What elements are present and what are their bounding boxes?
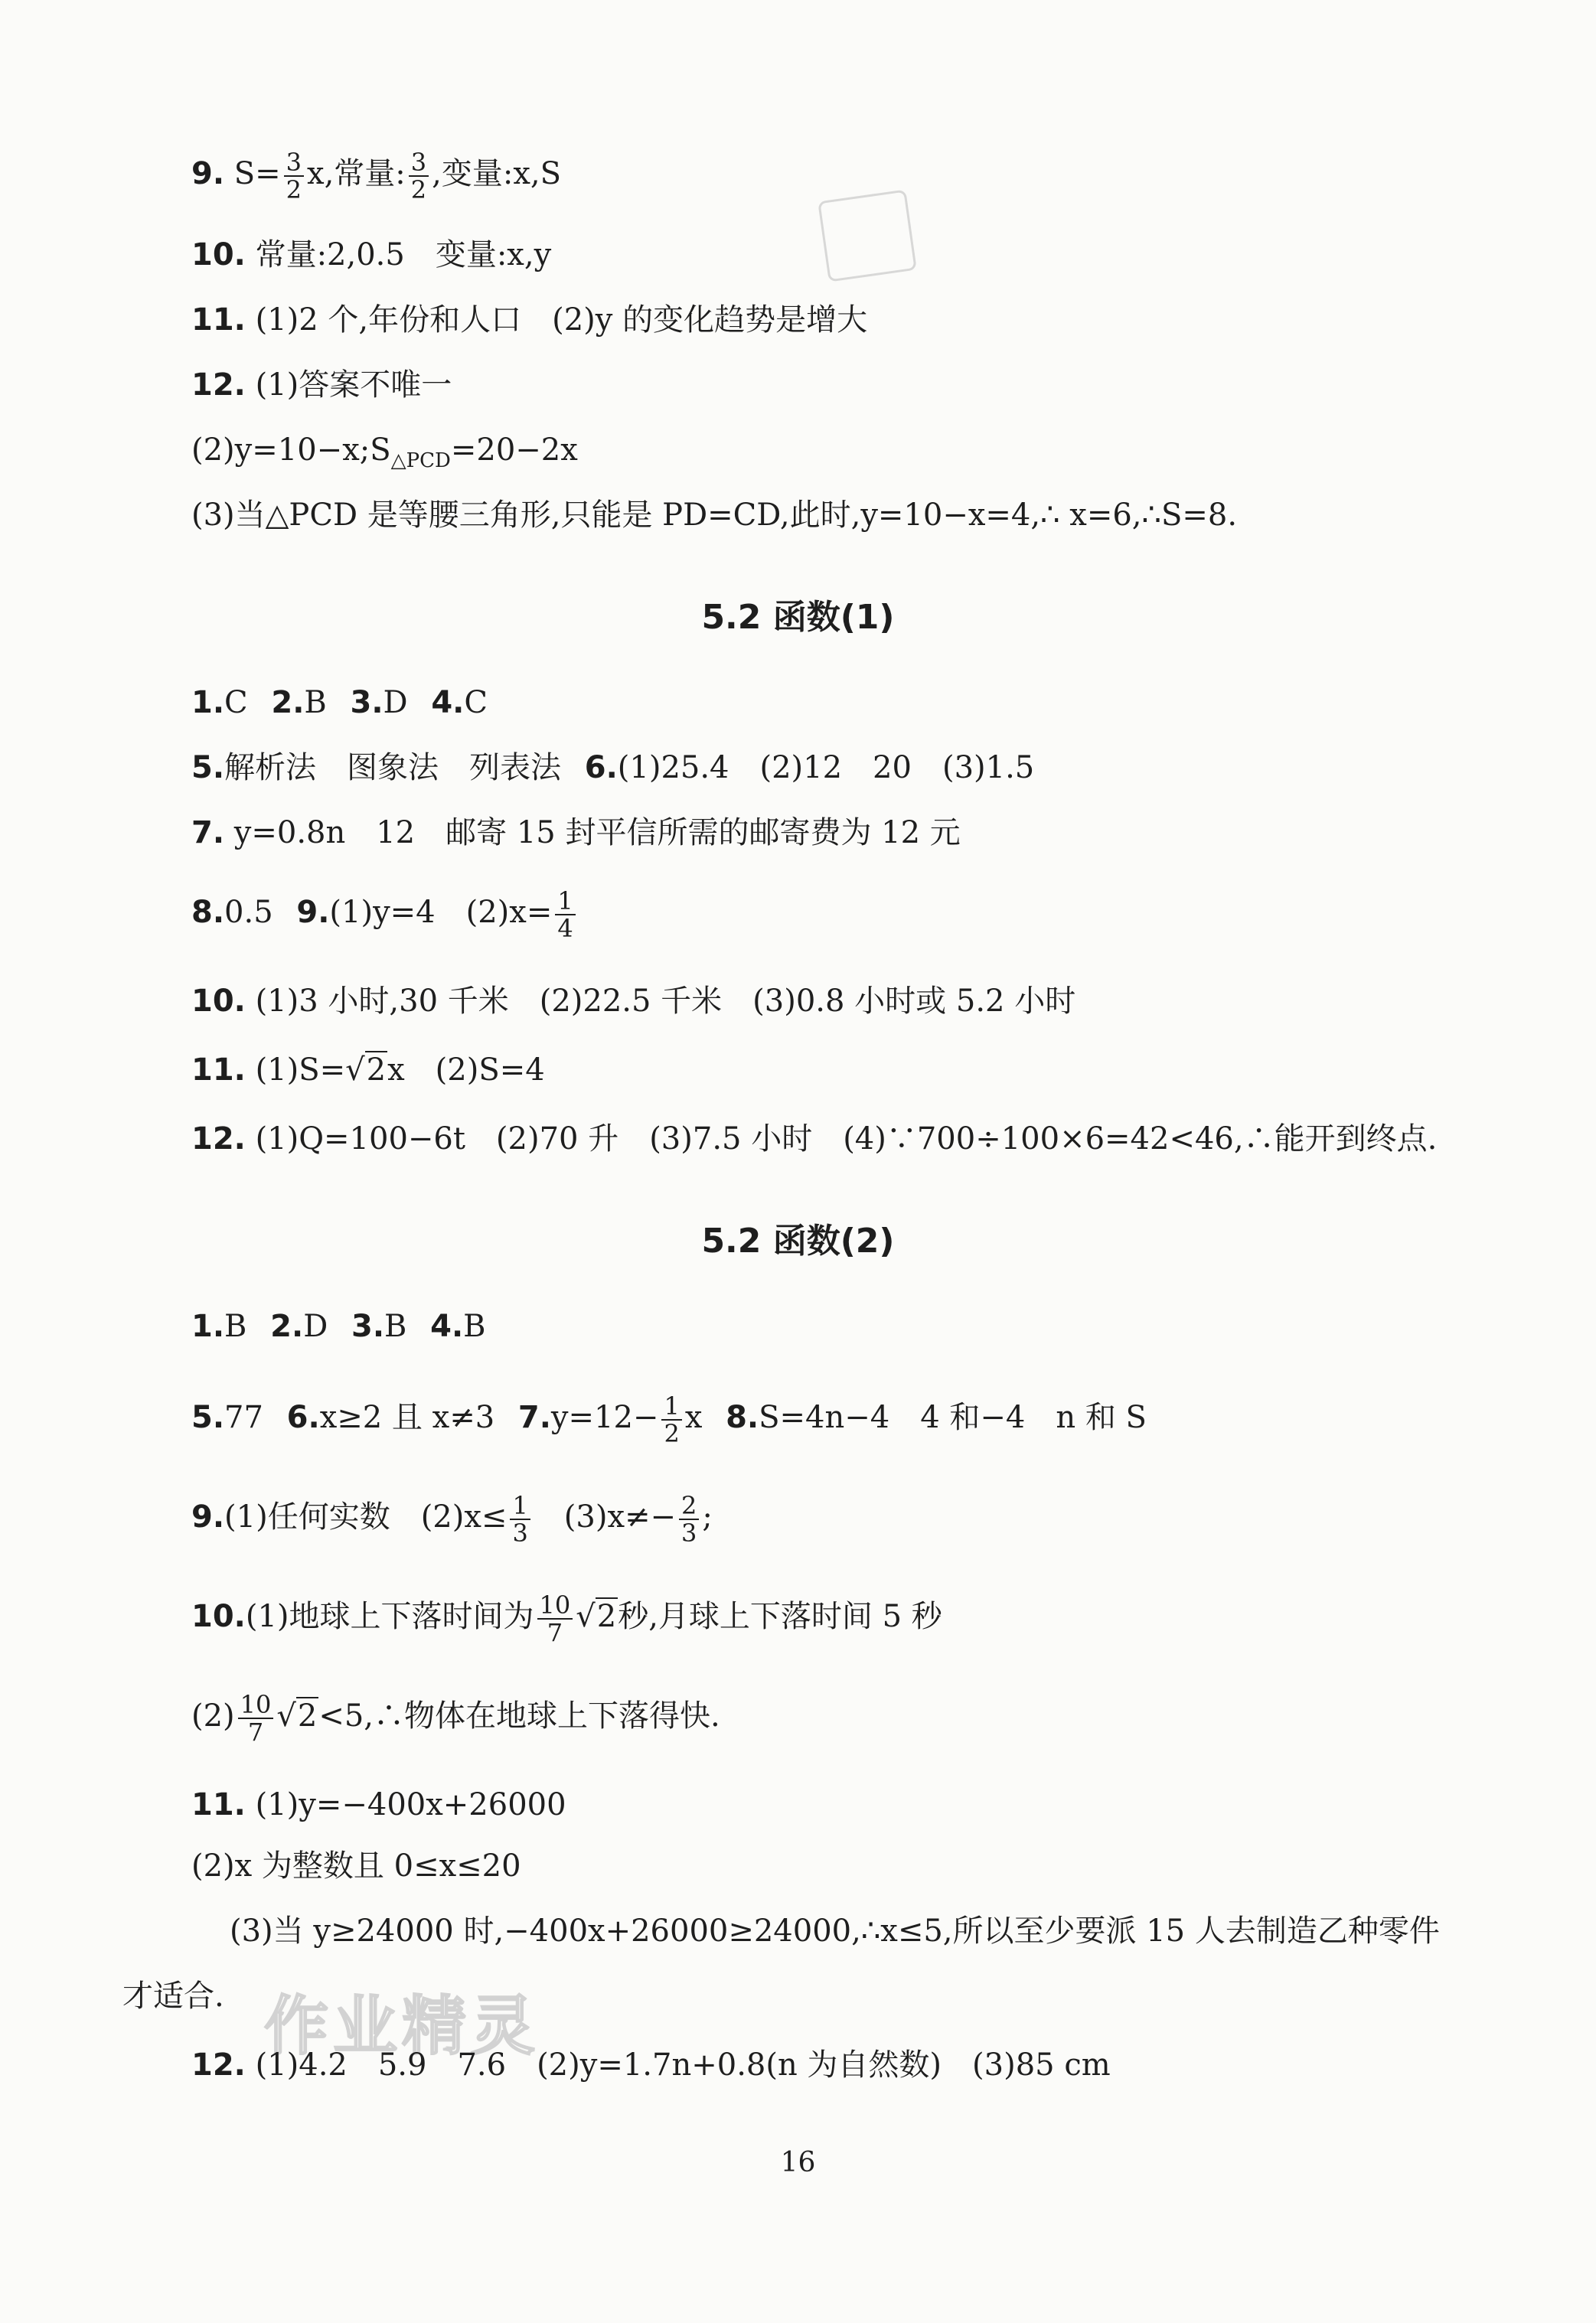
- answer-text: y=0.8n 12 邮寄 15 封平信所需的邮寄费为 12 元: [233, 815, 961, 850]
- answer-text: <5,∴物体在地球上下落得快.: [318, 1698, 720, 1734]
- answer-line-12c: [191, 2044, 1111, 2086]
- answer-line-11c-4: [122, 1975, 224, 2018]
- question-number: 10.: [191, 237, 246, 272]
- answer-text: x,常量:: [307, 156, 406, 191]
- question-number: 4.: [431, 685, 465, 720]
- question-number: 12.: [191, 367, 246, 403]
- question-number: 5.: [191, 1400, 225, 1435]
- numerator: 2: [679, 1493, 699, 1520]
- question-number: 1.: [191, 1309, 225, 1344]
- answer-text: x (2)S=4: [387, 1052, 545, 1088]
- answer-line-8-9: [191, 888, 579, 941]
- question-number: 1.: [191, 685, 225, 720]
- denominator: 2: [664, 1419, 680, 1448]
- denominator: 7: [547, 1618, 563, 1647]
- answer-text: x≥2 且 x≠3: [319, 1400, 495, 1435]
- answer-line-12-2: [191, 429, 578, 482]
- numerator: 1: [510, 1493, 530, 1520]
- answer-line-11: [191, 299, 867, 341]
- question-number: 3.: [350, 685, 383, 720]
- square-root: √2: [345, 1052, 387, 1088]
- numerator: 10: [238, 1692, 274, 1719]
- denominator: 7: [247, 1718, 264, 1747]
- answer-line-11c-3: [230, 1910, 1440, 1953]
- answer-text: (2): [191, 1698, 235, 1734]
- answer-text: y=12−: [550, 1400, 659, 1435]
- answer-text: ,变量:x,S: [432, 156, 562, 191]
- answer-text: (1)y=4 (2)x=: [329, 895, 553, 930]
- answer-text: (3)当△PCD 是等腰三角形,只能是 PD=CD,此时,y=10−x=4,∴ x=6,∴S=8.: [191, 498, 1238, 533]
- answer-text: 解析法 图象法 列表法: [224, 750, 562, 785]
- answer-line-5-6: [191, 746, 1034, 789]
- question-number: 7.: [191, 815, 225, 850]
- watermark-text: 作业精灵: [264, 1989, 540, 2064]
- answer-line-7: [191, 811, 961, 854]
- answer-line-11c: [191, 1783, 566, 1826]
- answer-line-10b: [191, 980, 1075, 1023]
- answer-line-12b: [191, 1117, 1437, 1160]
- answer-text: (1)4.2 5.9 7.6 (2)y=1.7n+0.8(n 为自然数) (3)85 cm: [255, 2047, 1111, 2083]
- square-root: √2: [276, 1698, 318, 1734]
- answer-text: (1)S=: [255, 1052, 346, 1088]
- fraction: [555, 888, 575, 941]
- denominator: 2: [410, 175, 427, 204]
- choice-answer: B: [463, 1309, 486, 1344]
- answer-line-10c: [191, 1592, 942, 1646]
- question-number: 10.: [191, 984, 246, 1019]
- choice-answer: B: [304, 685, 327, 720]
- answer-text: (2)y=10−x;S: [191, 432, 391, 468]
- choice-answer: C: [464, 685, 488, 720]
- denominator: 3: [681, 1519, 697, 1548]
- choice-answer: B: [224, 1309, 247, 1344]
- answer-line-11b: [191, 1049, 545, 1091]
- choice-answer: C: [224, 685, 248, 720]
- numerator: 3: [284, 149, 304, 177]
- answer-line-11c-2: [191, 1845, 521, 1887]
- radicand: 2: [366, 1052, 387, 1088]
- choice-answer: D: [303, 1309, 328, 1344]
- question-number: 9.: [296, 895, 330, 930]
- question-number: 9.: [191, 1499, 225, 1535]
- fraction: [284, 149, 304, 203]
- answer-line-9b: [191, 1493, 713, 1546]
- question-number: 2.: [270, 1309, 304, 1344]
- question-number: 8.: [191, 895, 225, 930]
- answer-line-12: [191, 364, 452, 406]
- numerator: 1: [661, 1393, 681, 1421]
- answer-line-5-8: [191, 1393, 1147, 1447]
- answer-text: (1)答案不唯一: [255, 367, 452, 403]
- question-number: 7.: [517, 1400, 551, 1435]
- numerator: 3: [409, 149, 429, 177]
- fraction: [510, 1493, 530, 1546]
- question-number: 4.: [430, 1309, 464, 1344]
- subscript: △PCD: [390, 449, 451, 472]
- question-number: 12.: [191, 2047, 246, 2083]
- radicand: 2: [596, 1599, 617, 1634]
- question-number: 11.: [191, 1052, 246, 1088]
- answer-text: 秒,月球上下落时间 5 秒: [618, 1599, 942, 1634]
- section-heading: 5.2 函数(1): [701, 598, 895, 637]
- answer-text: 77: [224, 1400, 263, 1435]
- question-number: 3.: [351, 1309, 385, 1344]
- question-number: 2.: [271, 685, 305, 720]
- fraction: [679, 1493, 699, 1546]
- denominator: 4: [557, 914, 573, 943]
- fraction: [661, 1393, 681, 1447]
- question-number: 11.: [191, 302, 246, 338]
- answer-line-10: [191, 233, 551, 276]
- question-number: 10.: [191, 1599, 246, 1634]
- answer-line-12-3: [191, 494, 1237, 537]
- answer-text: =20−2x: [450, 432, 578, 468]
- answer-text: (1)25.4 (2)12 20 (3)1.5: [617, 750, 1035, 785]
- answer-text: (1)任何实数 (2)x≤: [224, 1499, 508, 1535]
- answer-text: (1)Q=100−6t (2)70 升 (3)7.5 小时 (4)∵700÷100×6=42<46,∴能开到终点.: [255, 1121, 1438, 1157]
- answer-text: (1)3 小时,30 千米 (2)22.5 千米 (3)0.8 小时或 5.2 小时: [255, 984, 1076, 1019]
- section-heading: 5.2 函数(2): [701, 1222, 895, 1261]
- denominator: 2: [286, 175, 302, 204]
- answer-text: 常量:2,0.5 变量:x,y: [255, 237, 552, 272]
- answer-text: 0.5: [224, 895, 273, 930]
- question-number: 9.: [191, 156, 225, 191]
- choice-answer: B: [384, 1309, 407, 1344]
- question-number: 5.: [191, 750, 225, 785]
- radicand: 2: [297, 1698, 318, 1734]
- fraction: [409, 149, 429, 203]
- answer-text: (3)当 y≥24000 时,−400x+26000≥24000,∴x≤5,所以至少要派 15 人去制造乙种零件: [230, 1914, 1440, 1949]
- answer-line-1-4: [191, 681, 488, 724]
- answer-text: (1)y=−400x+26000: [255, 1787, 566, 1822]
- question-number: 11.: [191, 1787, 246, 1822]
- answer-text: ;: [702, 1499, 713, 1535]
- fraction: [537, 1592, 573, 1646]
- answer-text: (3)x≠−: [533, 1499, 677, 1535]
- question-number: 6.: [584, 750, 618, 785]
- answer-text: (1)地球上下落时间为: [245, 1599, 534, 1634]
- watermark-stamp: [818, 189, 917, 282]
- answer-text: (2)x 为整数且 0≤x≤20: [191, 1848, 521, 1884]
- numerator: 1: [555, 888, 575, 915]
- answer-text: S=4n−4 4 和−4 n 和 S: [759, 1400, 1147, 1435]
- answer-line-1-4b: [191, 1305, 486, 1348]
- answer-text: 才适合.: [122, 1979, 224, 2014]
- square-root: √2: [576, 1599, 617, 1634]
- question-number: 12.: [191, 1121, 246, 1157]
- denominator: 3: [512, 1519, 528, 1548]
- answer-line-10c-2: [191, 1692, 720, 1745]
- question-number: 8.: [726, 1400, 759, 1435]
- fraction: [238, 1692, 274, 1745]
- answer-line-9: [191, 149, 561, 203]
- choice-answer: D: [383, 685, 408, 720]
- answer-text: (1)2 个,年份和人口 (2)y 的变化趋势是增大: [255, 302, 868, 338]
- answer-text: S=: [233, 156, 281, 191]
- answer-text: x: [684, 1400, 703, 1435]
- question-number: 6.: [286, 1400, 320, 1435]
- numerator: 10: [537, 1592, 573, 1620]
- page-number: 16: [780, 2147, 816, 2178]
